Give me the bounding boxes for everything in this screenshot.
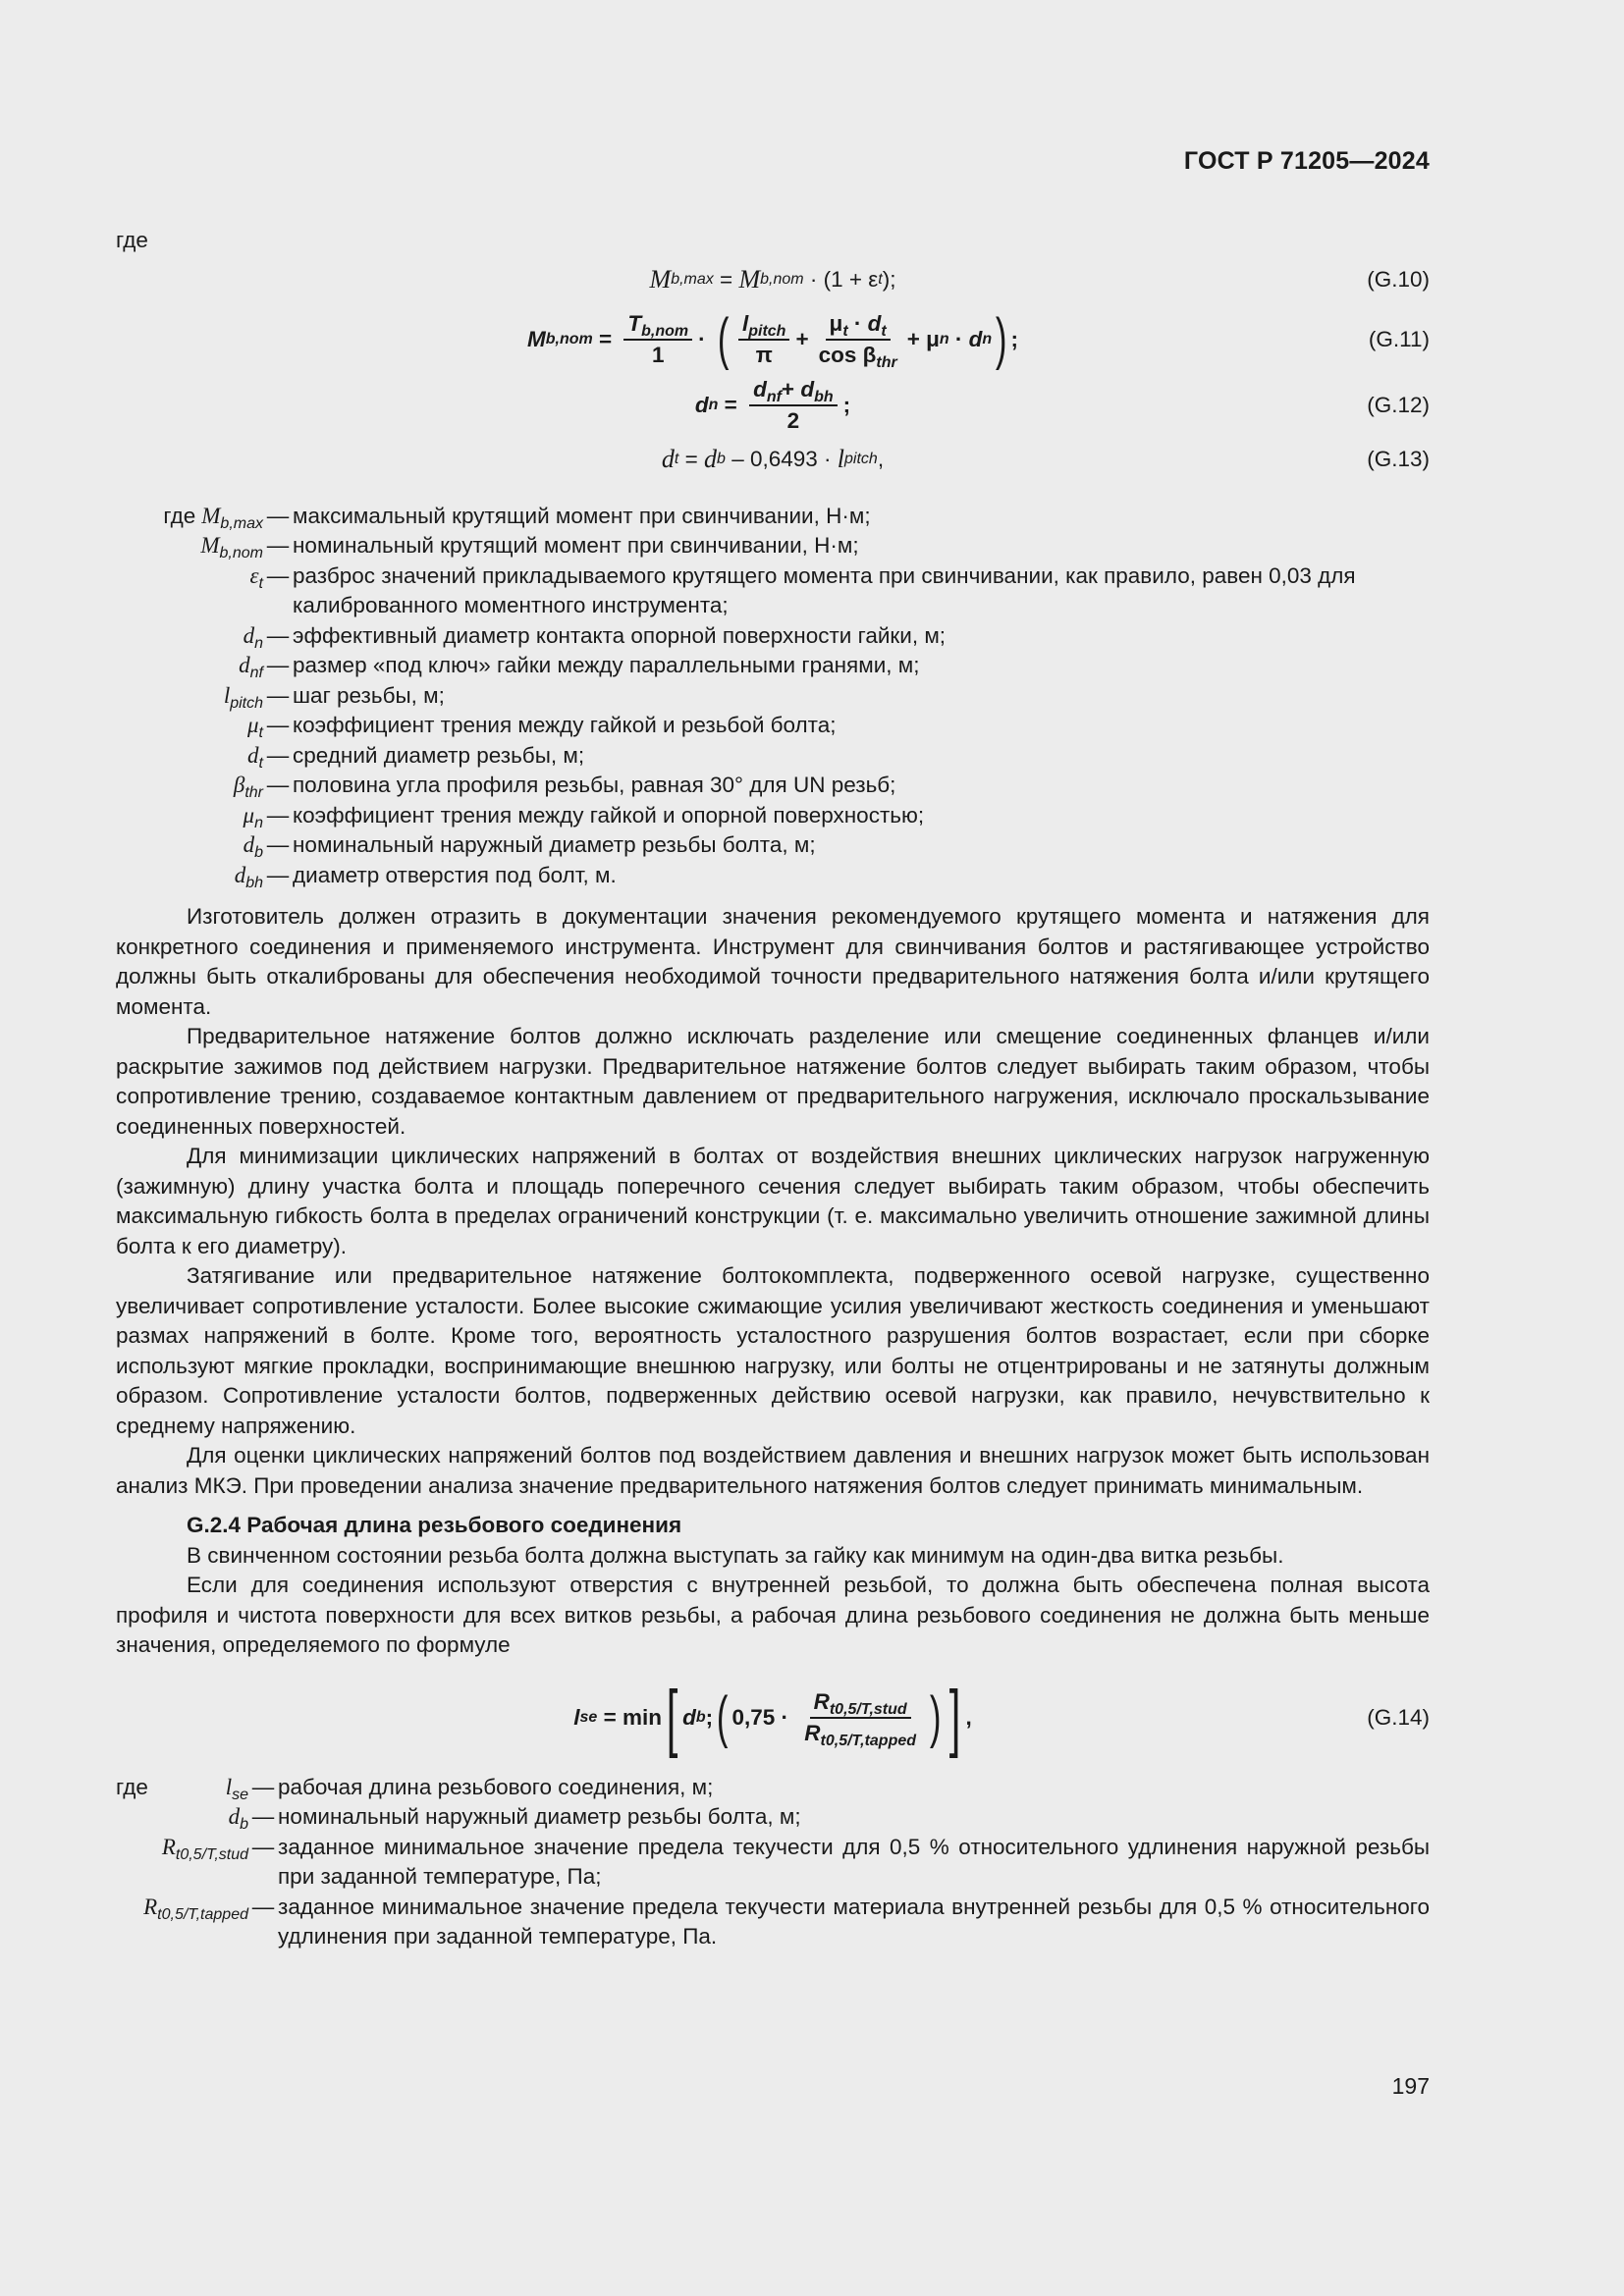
legend1-symbol xyxy=(116,561,263,621)
legend1-symbol-sub: n xyxy=(254,814,263,831)
legend1-symbol-sub: b xyxy=(254,844,263,861)
legend2-symbol-main: R xyxy=(161,1834,176,1859)
legend2-symbol xyxy=(116,1802,248,1833)
legend2-symbol xyxy=(116,1773,248,1803)
g10-eq: = xyxy=(713,266,739,292)
legend1-symbol-main: l xyxy=(223,682,231,708)
legend1-symbol-sub: nf xyxy=(249,665,263,681)
legend1-description: разброс значений прикладываемого крутящего момента при свинчивании, как правило, равен 0,03 для калиброванного моментного инструмента; xyxy=(293,562,1356,617)
g12-num-a-sub: nf xyxy=(766,388,782,405)
legend1-description: размер «под ключ» гайки между параллельными гранями, м; xyxy=(293,653,920,677)
g14-lhs: l xyxy=(573,1704,580,1730)
legend2-description: номинальный наружный диаметр резьбы болта, м; xyxy=(278,1804,801,1829)
legend1-dash: — xyxy=(266,832,290,857)
legend1-symbol xyxy=(116,771,263,801)
legend2-symbol-sub: t0,5/T,stud xyxy=(175,1845,248,1863)
legend1-symbol-sub: b,max xyxy=(220,514,263,532)
legend1-symbol-sub: b,nom xyxy=(219,545,263,561)
legend1-symbol xyxy=(116,830,263,861)
legend1-symbol-main: ε xyxy=(249,562,259,588)
g11-frac3-cos: cos β xyxy=(818,342,877,367)
intro-where: где xyxy=(116,228,148,252)
legend1-symbol xyxy=(116,531,263,561)
legend2-dash: — xyxy=(251,1774,275,1799)
formula-g10-number: (G.10) xyxy=(1367,266,1430,292)
g13-rest: – 0,6493 · xyxy=(725,446,838,471)
legend1-symbol-main: d xyxy=(247,742,259,768)
g11-frac3-d: d xyxy=(867,310,882,336)
g11-lhs: M xyxy=(526,326,546,351)
g11-frac1-num-sub: b,nom xyxy=(641,322,689,340)
legend1-symbol-sub: bh xyxy=(245,874,263,891)
legend1-symbol-main: M xyxy=(200,533,220,558)
g11-dot: · xyxy=(698,326,706,351)
legend2-symbol-sub: se xyxy=(232,1786,248,1803)
legend1-symbol xyxy=(116,801,263,831)
formula-g14 xyxy=(116,1667,1430,1769)
formula-g12 xyxy=(116,376,1430,433)
legend1-description: максимальный крутящий момент при свинчивании, Н·м; xyxy=(293,503,871,528)
legend1-description: номинальный крутящий момент при свинчивании, Н·м; xyxy=(293,533,859,558)
legend1-symbol-main: d xyxy=(243,622,255,648)
legend1-symbol xyxy=(116,711,263,741)
legend1-symbol-sub: pitch xyxy=(230,694,263,712)
legend1-symbol-main: M xyxy=(201,503,221,528)
legend1-symbol-main: d xyxy=(234,862,246,887)
g14-semi: ; xyxy=(705,1704,714,1730)
legend1-symbol-main: d xyxy=(239,653,250,677)
g14-frac xyxy=(800,1688,920,1749)
g14-paren-open: ( xyxy=(717,1684,729,1749)
legend1-dash: — xyxy=(266,562,290,588)
legend1-symbol xyxy=(116,861,263,891)
legend1-description: шаг резьбы, м; xyxy=(293,682,445,708)
legend2-dash: — xyxy=(251,1804,275,1829)
legend1-description: коэффициент трения между гайкой и опорной поверхностью; xyxy=(293,802,925,828)
g11-tail: ; xyxy=(1010,326,1018,351)
section-paragraph: Если для соединения используют отверстия с внутренней резьбой, то должна быть обеспечена полная высота профиля и чистота поверхности для всех витков резьбы, а рабочая длина резьбового соединения не должна быть меньше значения, определяемого по формуле xyxy=(116,1573,1430,1657)
g11-frac-pitch xyxy=(738,311,789,368)
legend1-dash: — xyxy=(266,773,290,797)
legend1-symbol-sub: t xyxy=(258,754,263,772)
g12-frac xyxy=(749,377,838,434)
g12-den: 2 xyxy=(786,407,800,433)
g14-paren-close: ) xyxy=(929,1684,942,1749)
g10-rest: · (1 + ε xyxy=(803,266,879,292)
legend2-description: заданное минимальное значение предела текучести для 0,5 % относительного удлинения наружной резьбы при заданной температуре, Па; xyxy=(278,1834,1430,1889)
g11-plus: + xyxy=(795,326,809,351)
legend2-symbol xyxy=(116,1833,248,1893)
g13-lhs: d xyxy=(661,444,675,473)
g10-lhs: M xyxy=(649,264,672,294)
legend1-prefix: где xyxy=(163,503,196,528)
legend2-description: рабочая длина резьбового соединения, м; xyxy=(278,1774,714,1799)
g11-frac-torque xyxy=(623,311,692,368)
legend1-symbol-sub: t xyxy=(258,574,263,592)
legend1-symbol xyxy=(116,621,263,652)
legend1-dash: — xyxy=(266,802,290,828)
legend2-dash: — xyxy=(251,1834,275,1859)
g11-eq: = xyxy=(592,326,619,351)
legend-symbols-1 xyxy=(116,502,1430,891)
g11-frac3-cos-sub: thr xyxy=(876,353,897,371)
legend1-symbol xyxy=(116,651,263,681)
legend2-symbol-main: d xyxy=(228,1804,241,1829)
formula-g11 xyxy=(116,299,1430,380)
formula-g12-number: (G.12) xyxy=(1367,392,1430,417)
formula-g13-body: d t = d b – 0,6493 · l pitch , xyxy=(661,444,885,473)
legend1-dash: — xyxy=(266,713,290,737)
legend1-dash: — xyxy=(266,653,290,677)
formula-g13 xyxy=(116,431,1430,488)
section-title: G.2.4 Рабочая длина резьбового соединения xyxy=(187,1513,682,1537)
formula-g10 xyxy=(116,260,1430,299)
formula-g11-body: M b,nom = $\frac{T_{b,nom}}{1}$ · ( $\frac{l_{pitch}}{\pi}$ + $\frac{\mu_t \cdot d_t}{\cos \beta_{thr}}$ + μ n · d n ) ; xyxy=(526,306,1018,371)
g12-tail: ; xyxy=(842,392,851,417)
page-number: 197 xyxy=(1391,2073,1430,2099)
g12-lhs: d xyxy=(694,392,709,417)
legend1-dash: — xyxy=(266,503,290,528)
legend1-description: номинальный наружный диаметр резьбы болта, м; xyxy=(293,832,816,857)
g14-bracket-open: [ xyxy=(666,1675,678,1759)
legend1-symbol xyxy=(116,502,263,532)
g12-num-b-sub: bh xyxy=(814,388,834,405)
g14-eq: = min xyxy=(597,1704,662,1730)
formula-g14-body: l se = min [ d b ; ( 0,75 · $\frac{R_{t0,5/T,stud}}{R_{t0,5/T,tapped}}$ ) ] , xyxy=(573,1675,972,1759)
legend1-symbol-main: μ xyxy=(247,713,259,737)
legend1-dash: — xyxy=(266,533,290,558)
legend1-description: половина угла профиля резьбы, равная 30° для UN резьб; xyxy=(293,773,896,797)
g11-frac1-den: 1 xyxy=(652,342,665,367)
legend2-prefix: где xyxy=(116,1774,148,1799)
document-code: ГОСТ Р 71205—2024 xyxy=(1183,147,1430,175)
legend1-description: средний диаметр резьбы, м; xyxy=(293,742,585,768)
g10-m: M xyxy=(738,264,761,294)
g11-frac1-num: T xyxy=(627,310,642,336)
g14-den: R xyxy=(804,1720,821,1745)
g14-num-sub: t0,5/T,stud xyxy=(829,1700,907,1718)
legend1-dash: — xyxy=(266,682,290,708)
formula-g14-number: (G.14) xyxy=(1367,1704,1430,1730)
g13-tail: , xyxy=(877,446,885,471)
g14-num: R xyxy=(813,1688,830,1714)
section-paragraph: В свинченном состоянии резьба болта должна выступать за гайку как минимум на один-два витка резьбы. xyxy=(187,1542,1284,1568)
section-paragraphs xyxy=(116,1541,1430,1661)
g12-num-b: d xyxy=(800,376,815,401)
formula-g10-body: M b,max = M b,nom · (1 + ε t ); xyxy=(649,264,896,294)
body-paragraph: Для оценки циклических напряжений болтов под воздействием давления и внешних нагрузок может быть использован анализ МКЭ. При проведении анализа значение предварительного натяжения болтов следует принимать минимальным. xyxy=(116,1443,1430,1498)
legend2-symbol-sub: b xyxy=(240,1816,248,1833)
legend2-dash: — xyxy=(251,1894,275,1919)
legend2-symbol-sub: t0,5/T,tapped xyxy=(157,1905,248,1923)
body-paragraph: Предварительное натяжение болтов должно исключать разделение или смещение соединенных фланцев и/или раскрытие зажимов под действием нагрузки. Предварительное натяжение болтов следует выбирать таким образом, чтобы сопротивление трению, создаваемое контактным давлением от предварительного нагружения, исключало проскальзывание соединенных поверхностей. xyxy=(116,1024,1430,1139)
g11-paren-open: ( xyxy=(717,306,730,371)
g10-tail: ); xyxy=(882,266,896,292)
g14-bracket-close: ] xyxy=(949,1675,961,1759)
legend1-symbol-sub: thr xyxy=(244,784,263,801)
g11-frac2-den: π xyxy=(755,342,773,367)
legend1-symbol xyxy=(116,681,263,712)
page-content xyxy=(116,226,1430,1952)
g11-frac3-mu: μ xyxy=(829,310,843,336)
body-paragraphs xyxy=(116,902,1430,1501)
g11-dot2: · xyxy=(948,326,969,351)
g14-coef: 0,75 · xyxy=(731,1704,795,1730)
g11-frac2-num-sub: pitch xyxy=(748,322,786,340)
g12-eq: = xyxy=(718,392,744,417)
legend1-symbol-main: d xyxy=(243,832,255,857)
legend1-symbol-sub: t xyxy=(258,724,263,741)
g12-num-a: d xyxy=(753,376,767,401)
g13-l: l xyxy=(837,444,845,473)
legend2-symbol-main: R xyxy=(143,1894,158,1919)
legend2-symbol xyxy=(116,1893,248,1952)
g11-plus-mu: + μ xyxy=(906,326,940,351)
g13-eq: = xyxy=(678,446,705,471)
formula-g13-number: (G.13) xyxy=(1367,446,1430,471)
g14-den-sub: t0,5/T,tapped xyxy=(820,1732,917,1749)
body-paragraph: Изготовитель должен отразить в документации значения рекомендуемого крутящего момента и натяжения для конкретного соединения и применяемого инструмента. Инструмент для свинчивания болтов и растягивающее устройство должны быть откалиброваны для обеспечения необходимой точности предварительного натяжения болта и/или крутящего момента. xyxy=(116,904,1430,1019)
g13-db: d xyxy=(704,444,718,473)
legend1-symbol-main: β xyxy=(233,773,245,797)
legend1-description: диаметр отверстия под болт, м. xyxy=(293,862,617,887)
legend1-description: коэффициент трения между гайкой и резьбой болта; xyxy=(293,713,837,737)
body-paragraph: Для минимизации циклических напряжений в болтах от воздействия внешних циклических нагрузок нагруженную (зажимную) длину участка болта и площадь поперечного сечения следует выбирать таким образом, чтобы обеспечить максимальную гибкость болта в пределах ограничений конструкции (т. е. максимально увеличить отношение зажимной длины болта к его диаметру). xyxy=(116,1144,1430,1258)
legend1-symbol-sub: n xyxy=(254,634,263,652)
legend1-description: эффективный диаметр контакта опорной поверхности гайки, м; xyxy=(293,622,947,648)
legend-symbols-2 xyxy=(116,1773,1430,1952)
g14-db: d xyxy=(682,1704,696,1730)
legend1-dash: — xyxy=(266,742,290,768)
legend2-description: заданное минимальное значение предела текучести материала внутренней резьбы для 0,5 % относительного удлинения при заданной температуре, Па. xyxy=(278,1894,1430,1949)
legend2-symbol-main: l xyxy=(225,1774,233,1799)
g14-tail: , xyxy=(965,1704,972,1730)
g11-paren-close: ) xyxy=(996,306,1007,371)
legend1-symbol-main: μ xyxy=(243,802,255,828)
legend1-symbol xyxy=(116,741,263,772)
g11-frac3-dot: · xyxy=(847,310,868,336)
legend1-dash: — xyxy=(266,862,290,887)
g11-dn: d xyxy=(968,326,983,351)
g12-num-plus: + xyxy=(781,376,801,401)
g11-frac3-d-sub: t xyxy=(881,322,887,340)
body-paragraph: Затягивание или предварительное натяжение болтокомплекта, подверженного осевой нагрузке, существенно увеличивает сопротивление усталости. Более высокие сжимающие усилия увеличивают жесткость соединения и уменьшают размах напряжений в болте. Кроме того, вероятность усталостного разрушения болтов возрастает, если при сборке используют мягкие прокладки, воспринимающие внешнюю нагрузку, или болты не отцентрированы и не затянуты должным образом. Сопротивление усталости болтов, подверженных действию осевой нагрузки, как правило, нечувствительно к среднему напряжению. xyxy=(116,1263,1430,1438)
formula-g12-body: d n = $\frac{d_{nf}+ d_{bh}}{2}$ ; xyxy=(694,376,851,433)
g11-frac-friction xyxy=(815,310,901,371)
legend1-dash: — xyxy=(266,622,290,648)
g11-frac3-mu-sub: t xyxy=(842,322,848,340)
g11-frac2-num: l xyxy=(741,310,749,336)
formula-g11-number: (G.11) xyxy=(1368,326,1430,351)
